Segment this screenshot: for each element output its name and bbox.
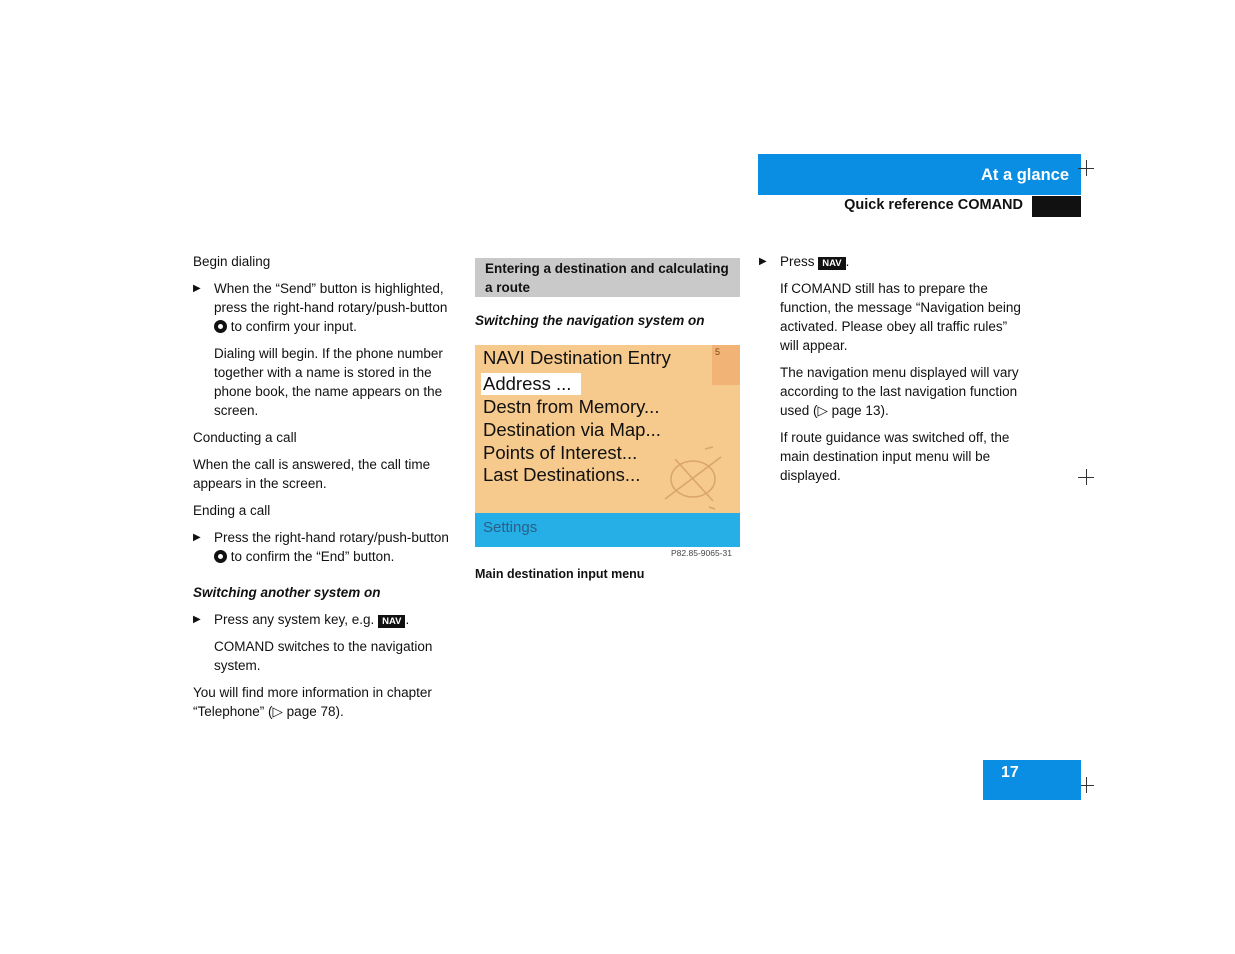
- instruction-press-nav: [759, 252, 1027, 271]
- heading-begin-dialing: Begin dialing: [193, 254, 271, 269]
- navigation-screen-figure: [475, 345, 740, 547]
- comand-switches-note: COMAND switches to the navigation system.: [214, 639, 433, 673]
- instruction-text: Press: [780, 254, 815, 269]
- figure-caption: Main destination input menu: [475, 567, 645, 581]
- crop-mark-middle: [1078, 469, 1094, 485]
- heading-ending: Ending a call: [193, 503, 271, 518]
- section-title: At a glance: [980, 166, 1069, 184]
- more-info-note: You will find more information in chapter “Telephone” (▷ page 78).: [193, 685, 432, 719]
- prepare-note: If COMAND still has to prepare the function, the message “Navigation being activated. Please obey all traffic rules” will appear.: [780, 281, 1021, 353]
- nav-key-icon: NAV: [818, 257, 845, 270]
- rotary-knob-icon: [214, 550, 227, 563]
- compass-watermark-icon: [655, 443, 735, 513]
- instruction-text: to confirm the “End” button.: [230, 549, 395, 564]
- screen-title: NAVI Destination Entry: [483, 347, 671, 368]
- instruction-text: .: [845, 254, 850, 269]
- bullet-arrow-icon: ▶: [759, 256, 767, 267]
- rotary-knob-icon: [214, 320, 227, 333]
- instruction-send: [193, 279, 461, 336]
- instruction-text: .: [405, 612, 410, 627]
- instruction-text: Press the right-hand rotary/push-button: [214, 530, 449, 545]
- crop-mark-top: [1078, 160, 1094, 176]
- screen-menu-item: Destn from Memory...: [483, 396, 660, 417]
- section-heading-box: [475, 258, 740, 297]
- nav-key-icon: NAV: [378, 615, 405, 628]
- page-number: 17: [1001, 764, 1019, 781]
- heading-conducting: Conducting a call: [193, 430, 297, 445]
- screen-menu-item: Last Destinations...: [483, 464, 641, 485]
- column-right: [759, 252, 1027, 485]
- figure-code: P82.85-9065-31: [671, 548, 732, 558]
- page-number-box: [983, 760, 1081, 800]
- bullet-arrow-icon: ▶: [193, 614, 201, 625]
- column-left: [193, 252, 461, 721]
- instruction-end: [193, 528, 461, 566]
- answered-note: When the call is answered, the call time appears in the screen.: [193, 457, 431, 491]
- screen-menu-item: Address ...: [483, 373, 572, 394]
- menu-vary-note: The navigation menu displayed will vary according to the last navigation function used (▷ page 13).: [780, 365, 1019, 418]
- section-heading: Entering a destination and calculating a route: [485, 261, 729, 295]
- route-off-note: If route guidance was switched off, the main destination input menu will be displayed.: [780, 430, 1010, 483]
- dialing-note: Dialing will begin. If the phone number together with a name is stored in the phone book, the name appears on the screen.: [214, 346, 443, 418]
- instruction-text: to confirm your input.: [230, 319, 357, 334]
- screen-corner-label: 5: [715, 347, 721, 357]
- instruction-text: Press any system key, e.g.: [214, 612, 375, 627]
- instruction-text: When the “Send” button is highlighted, press the right-hand rotary/push-button: [214, 281, 448, 315]
- instruction-system-key: [193, 610, 461, 629]
- bullet-arrow-icon: ▶: [193, 532, 201, 543]
- screen-menu-item: Points of Interest...: [483, 442, 638, 463]
- section-header-bar: [758, 154, 1081, 195]
- subsection-marker: [1032, 196, 1081, 217]
- subsection-title: Quick reference COMAND: [844, 197, 1023, 213]
- screen-menu-item: Destination via Map...: [483, 419, 661, 440]
- screen-settings-label: Settings: [483, 519, 538, 536]
- heading-switching-other: Switching another system on: [193, 585, 381, 600]
- subheading-switching-nav: Switching the navigation system on: [475, 313, 705, 328]
- bullet-arrow-icon: ▶: [193, 283, 201, 294]
